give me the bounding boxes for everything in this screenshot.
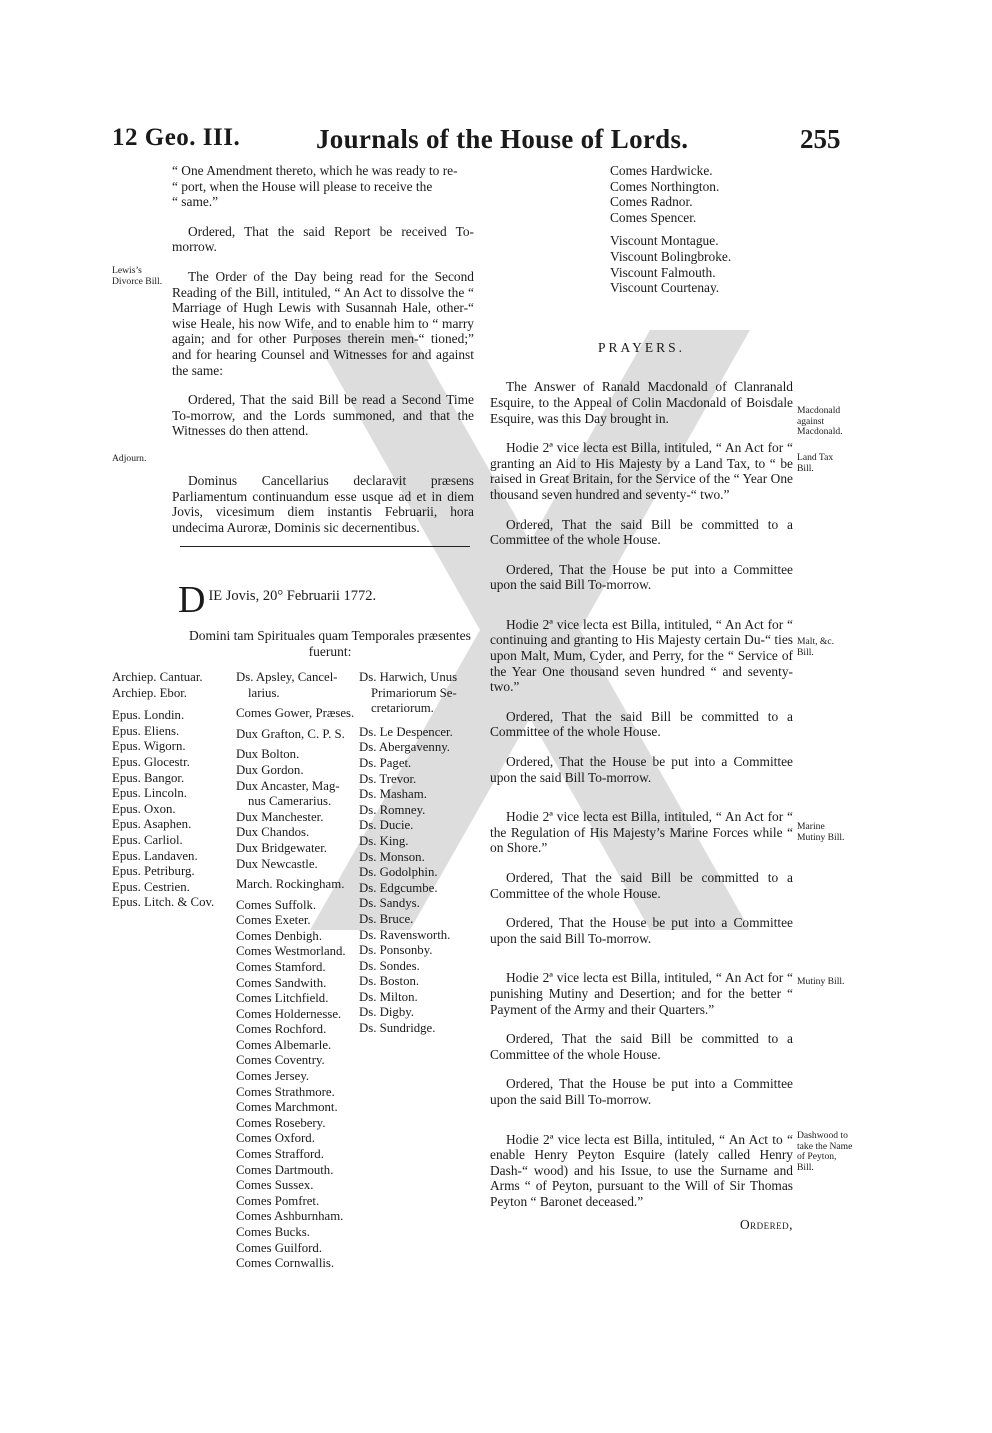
viscounts-list xyxy=(490,233,793,295)
peer-entry: Ds. Sandys. xyxy=(359,896,420,911)
die-date: IE Jovis, 20° Februarii 1772. xyxy=(208,588,377,604)
peer-entry: Comes Strathmore. xyxy=(236,1084,335,1099)
mutiny-text: Hodie 2ª vice lecta est Billa, intituled, “ An Act for “ punishing Mutiny and Desertion; and for the better “ Payment of the Army and their Quarters.” xyxy=(490,970,793,1017)
page-number: 255 xyxy=(800,124,841,154)
peer-entry: Comes Cornwallis. xyxy=(236,1256,335,1271)
peer-entry: Comes Gower, Præses. xyxy=(236,706,355,721)
left-column xyxy=(172,163,474,535)
bishops-list xyxy=(112,708,230,911)
peer-entry: Epus. Landaven. xyxy=(112,848,198,863)
peer-entry: Dux Ancaster, Mag- xyxy=(236,778,340,793)
margin-note-lewis: Lewis’s Divorce Bill. xyxy=(112,265,163,287)
peer-entry: Comes Ashburnham. xyxy=(236,1209,344,1224)
journal-title: Journals of the House of Lords. xyxy=(316,124,689,154)
peer-entry: Comes Dartmouth. xyxy=(236,1162,334,1177)
peer-entry: Ds. Harwich, Unus xyxy=(359,670,458,684)
peer-entry: Epus. Glocestr. xyxy=(112,754,190,769)
peer-entry: Dux Newcastle. xyxy=(236,856,318,871)
peer-entry: Comes Northington. xyxy=(610,178,720,194)
margin-note-marine: Marine Mutiny Bill. xyxy=(797,821,845,843)
adjourn-text: Dominus Cancellarius declaravit præsens Parliamentum continuandum esse usque ad et in diem Jovis, vicesimum diem instantis Februarii, hora undecima Auroræ, Dominis sic decernentibus. xyxy=(172,472,474,535)
peer-entry: cretariorum. xyxy=(371,701,434,716)
peer-entry: Epus. Londin. xyxy=(112,708,185,723)
peer-entry: Comes Litchfield. xyxy=(236,991,329,1006)
peer-entry: Ds. Digby. xyxy=(359,1005,414,1020)
peer-entry: Ds. Apsley, Cancel- xyxy=(236,670,338,684)
peer-entry: Archiep. Cantuar. xyxy=(112,670,203,684)
peer-entry: Ds. King. xyxy=(359,833,409,848)
section-rule xyxy=(180,546,470,547)
malt-text: Hodie 2ª vice lecta est Billa, intituled, “ An Act for “ continuing and granting to His Majesty certain Du-“ ties upon Malt, Mum, Cyder, and Perry, for the “ Service of the Year One thousand seven hundred “ and seventy-two.” xyxy=(490,616,793,695)
peer-entry: Comes Strafford. xyxy=(236,1147,324,1162)
peer-entry: Ds. Paget. xyxy=(359,755,412,770)
margin-note-malt: Malt, &c. Bill. xyxy=(797,636,835,658)
peers-column-1 xyxy=(112,670,230,911)
peer-entry: Comes Albemarle. xyxy=(236,1037,332,1052)
peer-entry: Ds. Abergavenny. xyxy=(359,740,450,755)
malt-ordered-1: Ordered, That the said Bill be committed to a Committee of the whole House. xyxy=(490,708,793,740)
peer-entry: Epus. Oxon. xyxy=(112,801,176,816)
peer-entry: Viscount Falmouth. xyxy=(610,264,716,280)
peer-entry: Ds. Boston. xyxy=(359,974,420,989)
peer-entry: Comes Marchmont. xyxy=(236,1100,338,1115)
running-header xyxy=(0,124,992,164)
peer-entry: Comes Coventry. xyxy=(236,1053,325,1068)
barons-list xyxy=(359,725,484,1037)
report-quote-1: “ One Amendment thereto, which he was ready to re- xyxy=(172,163,458,178)
peer-entry: Dux Grafton, C. P. S. xyxy=(236,726,345,741)
mutiny-ordered-2: Ordered, That the House be put into a Committee upon the said Bill To-morrow. xyxy=(490,1076,793,1107)
margin-note-adjourn: Adjourn. xyxy=(112,453,147,464)
peer-entry: Epus. Wigorn. xyxy=(112,739,186,754)
order-report: Ordered, That the said Report be received To-morrow. xyxy=(172,223,474,255)
peer-entry: Comes Stamford. xyxy=(236,959,326,974)
die-heading xyxy=(178,579,478,621)
peers-column-2 xyxy=(236,670,361,1272)
peer-entry: Comes Exeter. xyxy=(236,913,311,928)
marine-ordered-2: Ordered, That the House be put into a Committee upon the said Bill To-morrow. xyxy=(490,915,793,946)
lewis-order-of-day: The Order of the Day being read for the Second Reading of the Bill, intituled, “ An Act to dissolve the “ Marriage of Hugh Lewis with Susannah Hale, other-“ wise Heale, his now Wife, and to enable him to “ marry again; and for other Purposes therein men-“ tioned;” and for hearing Counsel and Witnesses for and against the same: xyxy=(172,268,474,378)
peers-column-3 xyxy=(359,670,484,1037)
regnal-year: 12 Geo. III. xyxy=(112,124,241,151)
peer-entry: Ds. Edgcumbe. xyxy=(359,880,438,895)
peer-entry: Ds. Sondes. xyxy=(359,958,420,973)
peer-entry: Ds. Sundridge. xyxy=(359,1021,436,1036)
peer-entry: Viscount Courtenay. xyxy=(610,280,720,296)
peer-entry: Dux Bolton. xyxy=(236,747,300,762)
peer-entry: Comes Denbigh. xyxy=(236,928,323,943)
peer-entry: Comes Holdernesse. xyxy=(236,1006,342,1021)
landtax-ordered-2: Ordered, That the House be put into a Committee upon the said Bill To-morrow. xyxy=(490,561,793,593)
peer-entry: Comes Rochford. xyxy=(236,1022,327,1037)
archbishops-list xyxy=(112,670,230,701)
peer-entry: Epus. Cestrien. xyxy=(112,879,190,894)
peer-entry: Epus. Lincoln. xyxy=(112,786,187,801)
peer-entry: Comes Jersey. xyxy=(236,1069,310,1084)
peer-entry: Comes Suffolk. xyxy=(236,897,317,912)
macdonald-text: The Answer of Ranald Macdonald of Clanranald Esquire, to the Appeal of Colin Macdonald of Boisdale Esquire, was this Day brought in. xyxy=(490,379,793,426)
report-quote-3: “ same.” xyxy=(172,194,219,210)
lewis-ordered: Ordered, That the said Bill be read a Second Time To-morrow, and the Lords summoned, and that the Witnesses do then attend. xyxy=(172,392,474,439)
peer-entry: Viscount Montague. xyxy=(610,233,719,249)
peer-entry: Comes Sussex. xyxy=(236,1178,314,1193)
peer-entry: Epus. Asaphen. xyxy=(112,817,192,832)
prayers-heading: PRAYERS. xyxy=(598,339,685,355)
mutiny-ordered-1: Ordered, That the said Bill be committed to a Committee of the whole House. xyxy=(490,1031,793,1062)
peer-entry: Comes Spencer. xyxy=(610,209,697,225)
peer-entry: Ds. Ravensworth. xyxy=(359,927,451,942)
malt-ordered-2: Ordered, That the House be put into a Committee upon the said Bill To-morrow. xyxy=(490,754,793,785)
peer-entry: Epus. Litch. & Cov. xyxy=(112,895,215,910)
landtax-text: Hodie 2ª vice lecta est Billa, intituled, “ An Act for “ granting an Aid to His Majesty by a Land Tax, to “ be raised in Great Britain, for the Service of the “ Year One thousand seven hundred and seventy-“ two.” xyxy=(490,440,793,502)
peer-entry: Comes Guilford. xyxy=(236,1240,323,1255)
margin-note-dashwood: Dashwood to take the Name of Peyton, Bill. xyxy=(797,1130,853,1173)
catchword: Ordered, xyxy=(740,1217,794,1232)
peer-entry: Ds. Le Despencer. xyxy=(359,724,453,739)
right-column xyxy=(490,163,793,1210)
peer-entry: Comes Pomfret. xyxy=(236,1193,320,1208)
peer-entry: Comes Radnor. xyxy=(610,194,693,210)
peer-entry: Ds. Ducie. xyxy=(359,818,414,833)
peer-entry: Ds. Monson. xyxy=(359,849,425,864)
peer-entry: Epus. Bangor. xyxy=(112,770,185,785)
landtax-ordered-1: Ordered, That the said Bill be committed to a Committee of the whole House. xyxy=(490,516,793,548)
dukes-list xyxy=(236,747,361,872)
peer-entry: Ds. Romney. xyxy=(359,802,426,817)
peer-entry: Dux Gordon. xyxy=(236,762,304,777)
marine-ordered-1: Ordered, That the said Bill be committed to a Committee of the whole House. xyxy=(490,870,793,901)
die-initial: D xyxy=(178,579,206,621)
peer-entry: Epus. Eliens. xyxy=(112,723,180,738)
peer-entry: nus Camerarius. xyxy=(248,794,332,809)
earls-continued-list xyxy=(490,163,793,225)
peer-entry: Ds. Masham. xyxy=(359,787,427,802)
margin-note-landtax: Land Tax Bill. xyxy=(797,452,834,474)
peer-entry: Ds. Bruce. xyxy=(359,911,414,926)
peer-entry: Comes Westmorland. xyxy=(236,944,346,959)
peer-entry: Primariorum Se- xyxy=(371,685,457,700)
peer-entry: Dux Bridgewater. xyxy=(236,840,327,855)
peer-entry: Viscount Bolingbroke. xyxy=(610,248,732,264)
peer-entry: Comes Hardwicke. xyxy=(610,163,713,178)
peer-entry: Dux Chandos. xyxy=(236,825,310,840)
peer-entry: Dux Manchester. xyxy=(236,809,324,824)
domini-line: Domini tam Spirituales quam Temporales præsentes fuerunt: xyxy=(189,628,471,659)
peer-entry: Ds. Godolphin. xyxy=(359,865,438,880)
peer-entry: Ds. Ponsonby. xyxy=(359,943,433,958)
officers-list xyxy=(236,670,361,742)
peer-entry: Epus. Petriburg. xyxy=(112,864,195,879)
secretary-entry xyxy=(359,670,484,717)
margin-note-macdonald: Macdonald against Macdonald. xyxy=(797,405,843,437)
earls-list xyxy=(236,898,361,1272)
marquess-entry: March. Rockingham. xyxy=(236,877,345,892)
peer-entry: Archiep. Ebor. xyxy=(112,685,187,700)
peer-entry: larius. xyxy=(248,685,280,700)
peer-entry: Ds. Milton. xyxy=(359,989,418,1004)
peer-entry: Ds. Trevor. xyxy=(359,771,417,786)
peer-entry: Comes Oxford. xyxy=(236,1131,315,1146)
peer-entry: Epus. Carliol. xyxy=(112,832,183,847)
marine-text: Hodie 2ª vice lecta est Billa, intituled, “ An Act for “ the Regulation of His Majesty’s Marine Forces while “ on Shore.” xyxy=(490,809,793,856)
peer-entry: Comes Sandwith. xyxy=(236,975,327,990)
report-quote-2: “ port, when the House will please to receive the xyxy=(172,178,433,194)
peer-entry: Comes Rosebery. xyxy=(236,1115,326,1130)
peer-entry: Comes Bucks. xyxy=(236,1225,310,1239)
margin-note-mutiny: Mutiny Bill. xyxy=(797,976,845,987)
dashwood-text: Hodie 2ª vice lecta est Billa, intituled, “ An Act to “ enable Henry Peyton Esquire (lately called Henry Dash-“ wood) and his Issue, to use the Surname and Arms “ of Peyton, pursuant to the Will of Sir Thomas Peyton “ Baronet deceased.” xyxy=(490,1131,793,1209)
